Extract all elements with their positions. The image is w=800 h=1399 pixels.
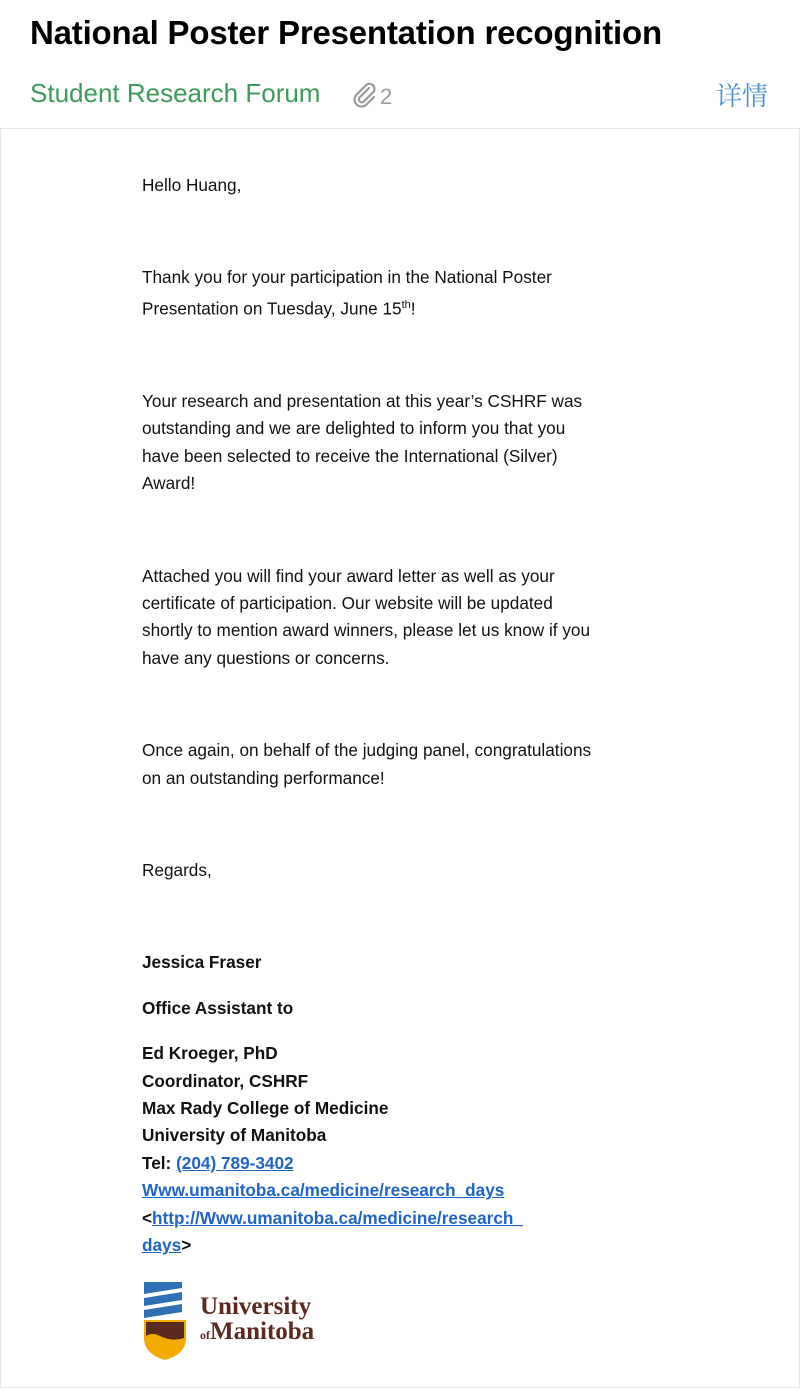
- paperclip-icon: [350, 80, 380, 114]
- signature-tel: [142, 1150, 602, 1177]
- signature-website: [142, 1177, 602, 1204]
- signature-college: Max Rady College of Medicine: [142, 1098, 389, 1119]
- paragraph-end: !: [410, 298, 416, 319]
- university-logo: [142, 1280, 314, 1362]
- wordmark-line2: [200, 1319, 314, 1348]
- wordmark-manitoba: Manitoba: [210, 1318, 315, 1345]
- url-link-line2[interactable]: days: [142, 1235, 182, 1256]
- phone-link[interactable]: (204) 789-3402: [176, 1152, 294, 1173]
- url-bracket-close: >: [181, 1235, 192, 1256]
- attachment-count: 2: [380, 84, 393, 109]
- paragraph-congratulations: Once again, on behalf of the judging panel, congratulations on an outstanding performance!: [142, 740, 592, 788]
- email-header: [0, 0, 800, 128]
- details-link[interactable]: 详情: [715, 81, 768, 111]
- greeting: Hello Huang,: [142, 175, 242, 195]
- wordmark-line1: University: [200, 1293, 312, 1320]
- paragraph-text: Thank you for your participation in the National Poster Presentation on Tuesday, June 15: [142, 267, 552, 319]
- signature-person: Ed Kroeger, PhD: [142, 1043, 278, 1064]
- signature-name: Jessica Fraser: [142, 952, 262, 973]
- url-bracket-open: <: [142, 1207, 153, 1228]
- attachment-indicator[interactable]: [350, 80, 392, 114]
- email-subject: National Poster Presentation recognition: [30, 14, 662, 51]
- footer-divider: [0, 1387, 800, 1388]
- sender-name[interactable]: Student Research Forum: [30, 78, 321, 108]
- signature-title: Coordinator, CSHRF: [142, 1070, 309, 1091]
- signature-url: [142, 1205, 602, 1260]
- wordmark-of: of: [200, 1328, 210, 1342]
- superscript: th: [401, 298, 411, 311]
- university-crest-icon: [142, 1280, 188, 1362]
- paragraph-attachments: Attached you will find your award letter as well as your certificate of participation. Our website will be updated shortly to mention award winners, please let us know if you have any questions or concerns.: [142, 565, 591, 668]
- university-wordmark: [200, 1294, 314, 1348]
- signature-role: Office Assistant to: [142, 997, 294, 1018]
- closing: Regards,: [142, 860, 212, 881]
- paragraph-award: Your research and presentation at this year’s CSHRF was outstanding and we are delighted to inform you that you have been selected to receive the International (Silver) Award!: [142, 390, 583, 494]
- tel-label: Tel:: [142, 1152, 177, 1173]
- paragraph-participation: [142, 264, 602, 323]
- email-body: [142, 172, 602, 1259]
- url-link-line1[interactable]: http://Www.umanitoba.ca/medicine/research_: [152, 1207, 523, 1228]
- website-link[interactable]: Www.umanitoba.ca/medicine/research_days: [142, 1180, 505, 1201]
- signature-university: University of Manitoba: [142, 1125, 327, 1146]
